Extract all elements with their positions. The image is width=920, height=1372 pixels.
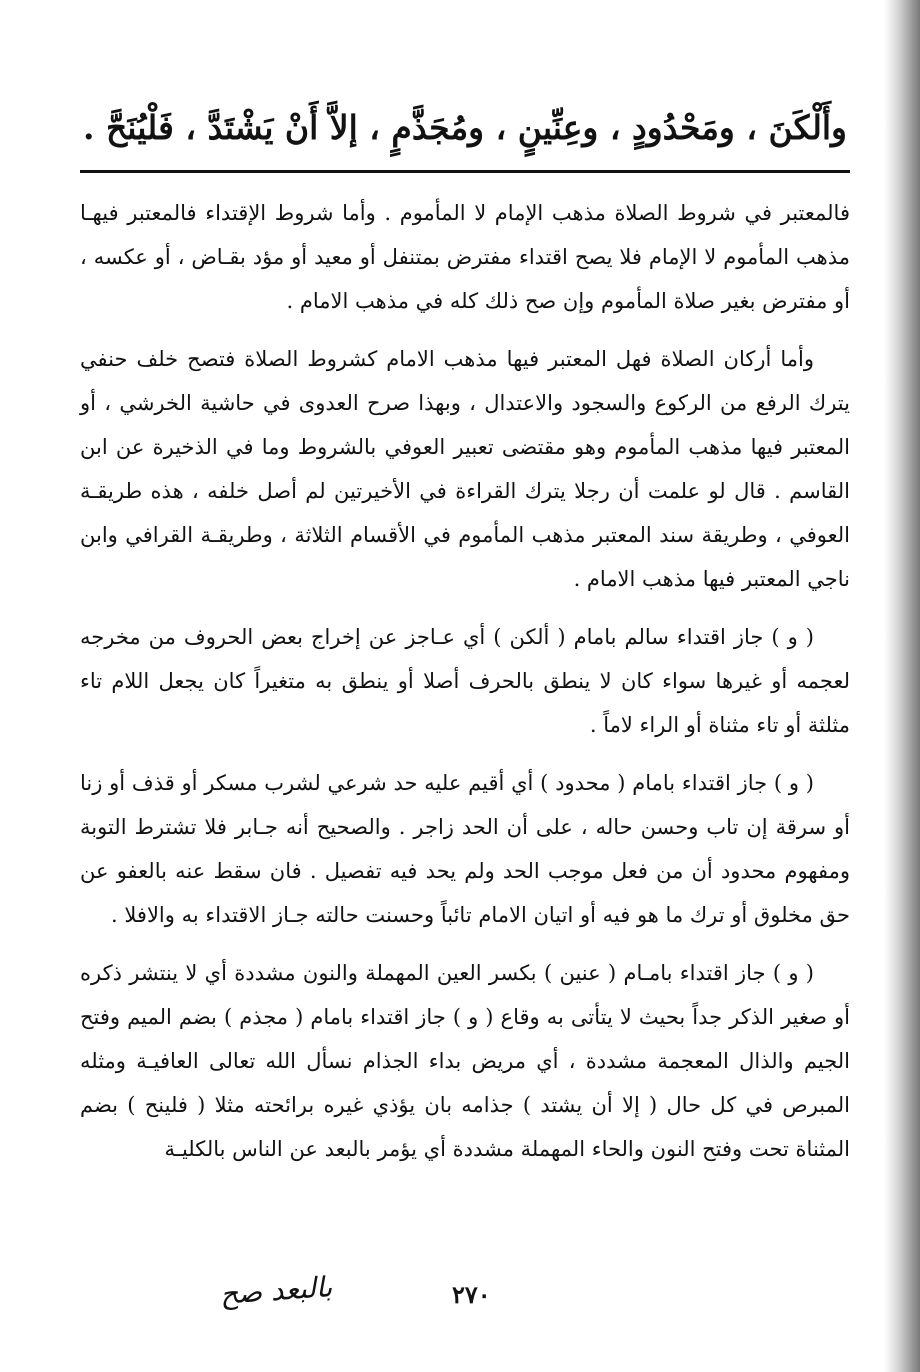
page-footer bbox=[80, 1270, 850, 1344]
scan-edge-shadow bbox=[884, 0, 920, 1372]
header-divider bbox=[80, 170, 850, 173]
commentary-paragraph: وأما أركان الصلاة فهل المعتبر فيها مذهب الامام كشروط الصلاة فتصح خلف حنفي يترك الرفع من الركوع والسجود والاعتدال ، وبهذا صرح العدوى في حاشية الخرشي ، أو المعتبر فيها مذهب المأموم وهو مقتضى تعبير العوفي بالشروط وما في الذخيرة عن ابن القاسم . قال لو علمت أن رجلا يترك القراءة في الأخيرتين لم أصل خلفه ، هذه طريقـة العوفي ، وطريقة سند المعتبر مذهب المأموم في الأقسام الثلاثة ، وطريقـة القرافي وابن ناجي المعتبر فيها مذهب الامام . bbox=[80, 347, 850, 591]
book-page bbox=[80, 96, 850, 1346]
commentary-paragraph: ( و ) جاز اقتداء سالم بامام ( ألكن ) أي عـاجز عن إخراج بعض الحروف من مخرجه لعجمه أو غيرها سواء كان لا ينطق بالحرف أصلا أو ينطق به متغيراً كان يجعل اللام تاء مثلثة أو تاء مثناة أو الراء لاماً . bbox=[80, 625, 850, 737]
commentary-paragraph: فالمعتبر في شروط الصلاة مذهب الإمام لا المأموم . وأما شروط الإقتداء فالمعتبر فيهـا مذهب المأموم لا الإمام فلا يصح اقتداء مفترض بمتنفل أو معيد أو مؤد بقـاض ، أو عكسه ، أو مفترض بغير صلاة المأموم وإن صح ذلك كله في مذهب الامام . bbox=[80, 201, 850, 313]
handwritten-margin-note: بالبعد صح bbox=[218, 1270, 334, 1311]
commentary-paragraph: ( و ) جاز اقتداء بامـام ( عنين ) بكسر العين المهملة والنون مشددة أي لا ينتشر ذكره أو صغير الذكر جداً بحيث لا يتأتى به وقاع ( و ) جاز اقتداء بامام ( مجذم ) بضم الميم وفتح الجيم والذال المعجمة مشددة ، أي مريض بداء الجذام نسأل الله تعالى العافيـة ومثله المبرص في كل حال ( إلا أن يشتد ) جذامه بان يؤذي غيره برائحته مثلا ( فلينح ) بضم المثناة تحت وفتح النون والحاء المهملة مشددة أي يؤمر بالبعد عن الناس بالكليـة bbox=[80, 961, 850, 1161]
commentary-paragraph: ( و ) جاز اقتداء بامام ( محدود ) أي أقيم عليه حد شرعي لشرب مسكر أو قذف أو زنا أو سرقة إن تاب وحسن حاله ، على أن الحد زاجر . والصحيح أنه جـابر فلا تشترط التوبة ومفهوم محدود أن من فعل موجب الحد ولم يحد فيه تفصيل . فان سقط عنه بالعفو عن حق مخلوق أو ترك ما هو فيه أو اتيان الامام تائباً وحسنت حالته جـاز الاقتداء به والافلا . bbox=[80, 771, 850, 927]
page-number: ٢٧٠ bbox=[452, 1280, 491, 1309]
verse-header: وأَلْكَنَ ، ومَحْدُودٍ ، وعِنِّينٍ ، ومُجَذَّمٍ ، إلاَّ أَنْ يَشْتَدَّ ، فَلْيُنَحَّ . bbox=[82, 108, 847, 147]
